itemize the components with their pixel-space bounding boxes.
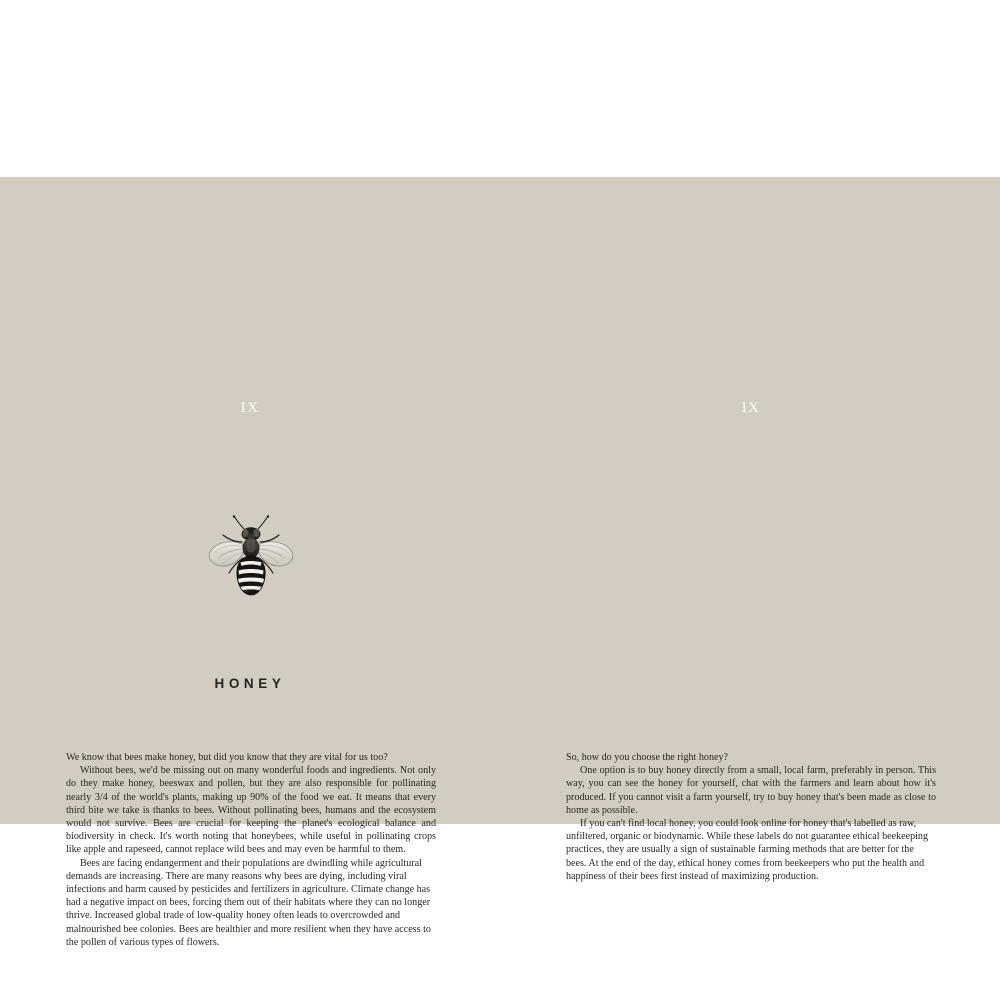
paragraph: Without bees, we'd be missing out on many wonderful foods and ingredients. Not only do they make honey, beeswax and pollen, but they are also responsible for pollinating nearly 3/4 of the world's plants, making up 90% of the food we eat. It means that every third bite we take is thanks to bees. Without pollinating bees, humans and the ecosystem would not survive. Bees are crucial for keeping the planet's ecological balance and biodiversity in check. It's worth noting that honeybees, while useful in pollinating crops like apple and rapeseed, cannot replace wild bees and may even be harmful to them. xyxy=(66,765,436,856)
paragraph: We know that bees make honey, but did you know that they are vital for us too? xyxy=(66,752,388,763)
folio-right: IX xyxy=(741,400,761,416)
paragraph: Bees are facing endangerment and their populations are dwindling while agricultural demands are increasing. There are many reasons why bees are dying, including viral infections and harm caused by pesticides and fertilizers in agriculture. Climate change has had a negative impact on bees, forcing them out of their habitats where they can no longer thrive. Increased global trade of low-quality honey often leads to overcrowded and malnourished bee colonies. Bees are healthier and more resilient when they have access to the pollen of various types of flowers. xyxy=(66,857,431,948)
bee-illustration-icon xyxy=(206,513,296,599)
paragraph: If you can't find local honey, you could look online for honey that's labelled as raw, unfiltered, organic or biodynamic. While these labels do not guarantee ethical beekeeping practices, they are usually a sign of sustainable farming methods that are better for the bees. At the end of the day, ethical honey comes from beekeepers who put the health and happiness of their bees first instead of maximizing production. xyxy=(566,818,929,882)
chapter-title: HONEY xyxy=(214,676,286,691)
folio-left: IX xyxy=(240,400,260,416)
left-page-body-text xyxy=(66,751,436,949)
paragraph: One option is to buy honey directly from a small, local farm, preferably in person. This way, you can see the honey for yourself, chat with the farmers and learn about how it's produced. If you cannot visit a farm yourself, try to buy honey that's been made as close to home as possible. xyxy=(566,765,936,816)
paragraph: So, how do you choose the right honey? xyxy=(566,752,729,763)
spread-background xyxy=(0,177,1000,948)
right-page-body-text xyxy=(566,751,936,883)
